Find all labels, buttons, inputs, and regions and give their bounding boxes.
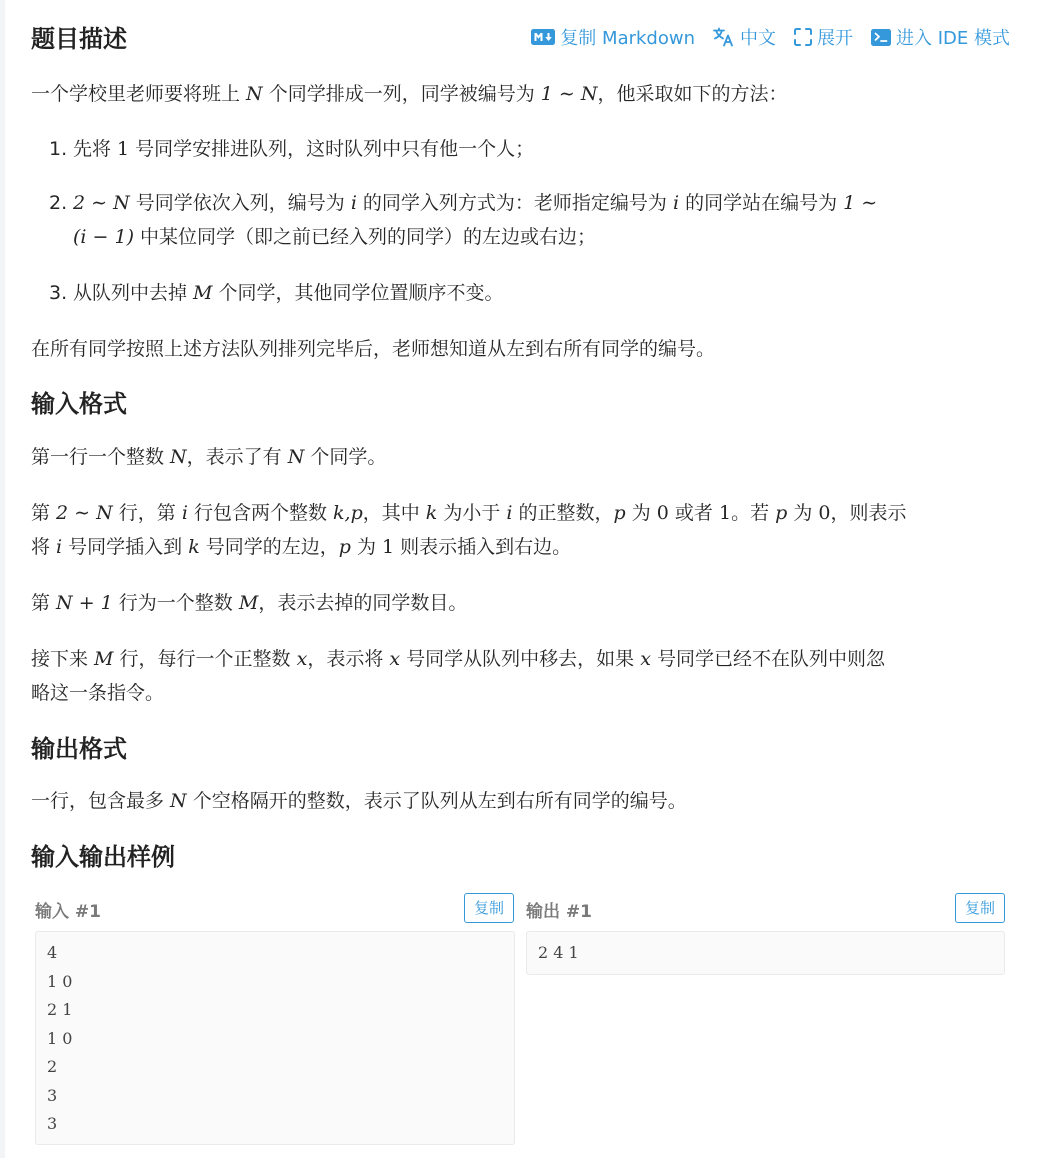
description-outro: 在所有同学按照上述方法队列排列完毕后，老师想知道从左到右所有同学的编号。 bbox=[31, 338, 716, 360]
text-segment: 个同学，其他同学位置顺序不变。 bbox=[212, 282, 504, 304]
math-M: M bbox=[238, 592, 259, 614]
text-segment: 行，第 bbox=[112, 502, 182, 524]
math-zero: 0 bbox=[656, 502, 669, 524]
math-one: 1 bbox=[382, 536, 395, 558]
math-p: p bbox=[775, 502, 788, 524]
text-segment: 略这一条指令。 bbox=[31, 682, 165, 704]
text-segment: 接下来 bbox=[31, 648, 95, 670]
list-number: 1. bbox=[49, 138, 68, 160]
input-format-p4 bbox=[31, 642, 1011, 710]
math-M: M bbox=[193, 282, 213, 304]
markdown-icon bbox=[531, 29, 555, 45]
language-button[interactable] bbox=[713, 24, 776, 50]
input-format-p3 bbox=[31, 586, 1011, 620]
text-segment: 一行，包含最多 bbox=[31, 790, 171, 812]
math-zero: 0 bbox=[818, 502, 831, 524]
sample-output-block[interactable]: 2 4 1 bbox=[526, 931, 1005, 975]
expand-label: 展开 bbox=[817, 28, 853, 49]
math-k: k bbox=[425, 502, 438, 524]
text-segment: 个空格隔开的整数，表示了队列从左到右所有同学的编号。 bbox=[186, 790, 687, 812]
text-segment: 号同学已经不在队列中则忽 bbox=[650, 648, 885, 670]
toolbar bbox=[531, 23, 1010, 51]
text-segment: 个同学排成一列，同学被编号为 bbox=[262, 83, 541, 105]
math-i: i bbox=[181, 502, 188, 524]
math-one: 1 bbox=[718, 502, 732, 524]
text-segment: 则表示插入到右边。 bbox=[394, 536, 572, 558]
ide-mode-label: 进入 IDE 模式 bbox=[896, 28, 1010, 49]
section-title-input: 输入格式 bbox=[31, 390, 127, 418]
math-x: x bbox=[640, 648, 651, 670]
math-N: N bbox=[170, 790, 187, 812]
text-segment: 号同学插入到 bbox=[62, 536, 189, 558]
math-M: M bbox=[94, 648, 114, 670]
expand-button[interactable] bbox=[794, 24, 853, 50]
copy-markdown-button[interactable] bbox=[531, 24, 695, 50]
text-segment: 为 bbox=[787, 502, 819, 524]
math-N: N bbox=[170, 446, 187, 468]
copy-input-button[interactable]: 复制 bbox=[464, 893, 514, 923]
math-k: k bbox=[188, 536, 200, 558]
expand-icon bbox=[794, 28, 812, 46]
text-segment: 一个学校里老师要将班上 bbox=[31, 83, 247, 105]
sample-input-label: 输入 #1 bbox=[35, 902, 101, 922]
text-segment: 从队列中去掉 bbox=[73, 282, 194, 304]
list-number: 3. bbox=[49, 282, 68, 304]
list-item bbox=[49, 132, 1009, 166]
text-segment: 第一行一个整数 bbox=[31, 446, 171, 468]
math-range: 2 ∼ N bbox=[56, 502, 113, 524]
text-segment: ，表示将 bbox=[307, 648, 390, 670]
language-label: 中文 bbox=[740, 28, 776, 49]
math-x: x bbox=[389, 648, 401, 670]
text-segment: ，其中 bbox=[362, 502, 426, 524]
text-segment: ，他采取如下的方法： bbox=[597, 83, 788, 105]
text-segment: 行，每行一个正整数 bbox=[113, 648, 297, 670]
text-segment: 第 bbox=[31, 592, 57, 614]
section-title-samples: 输入输出样例 bbox=[31, 843, 175, 871]
ide-mode-button[interactable] bbox=[871, 24, 1010, 50]
text-segment: 行为一个整数 bbox=[112, 592, 239, 614]
math-i: i bbox=[350, 192, 357, 214]
list-item bbox=[49, 186, 1009, 254]
math-range: 2 ∼ N bbox=[73, 192, 130, 214]
list-item bbox=[49, 276, 1009, 310]
text-segment: 的同学站在编号为 bbox=[679, 192, 844, 214]
text-segment: 号同学从队列中移去，如果 bbox=[400, 648, 641, 670]
math-k-p: k,p bbox=[333, 502, 363, 524]
math-i: i bbox=[56, 536, 63, 558]
copy-output-button[interactable]: 复制 bbox=[955, 893, 1005, 923]
math-i-minus-1: (i − 1) bbox=[73, 226, 134, 248]
math-x: x bbox=[296, 648, 308, 670]
text-segment: 将 bbox=[31, 536, 57, 558]
text-segment: 为 bbox=[625, 502, 657, 524]
text-segment: 。若 bbox=[731, 502, 776, 524]
text-segment: 先将 bbox=[73, 138, 118, 160]
text-segment: 号同学安排进队列，这时队列中只有他一个人； bbox=[129, 138, 535, 160]
terminal-icon bbox=[871, 29, 891, 46]
text-segment: ，则表示 bbox=[830, 502, 907, 524]
list-number: 2. bbox=[49, 192, 68, 214]
input-format-p2 bbox=[31, 496, 1011, 564]
text-segment: 中某位同学（即之前已经入列的同学）的左边或右边； bbox=[134, 226, 597, 248]
text-segment: 为小于 bbox=[437, 502, 507, 524]
section-title-output: 输出格式 bbox=[31, 735, 127, 763]
text-segment: ，表示去掉的同学数目。 bbox=[258, 592, 468, 614]
math-N: N bbox=[246, 83, 263, 105]
description-intro bbox=[31, 77, 1011, 111]
math-range: 1 ∼ bbox=[843, 192, 878, 214]
text-segment: 行包含两个整数 bbox=[187, 502, 334, 524]
output-format-p1 bbox=[31, 784, 1011, 818]
math-N-plus-1: N + 1 bbox=[56, 592, 113, 614]
text-segment: 的同学入列方式为：老师指定编号为 bbox=[356, 192, 673, 214]
translate-icon bbox=[713, 27, 735, 47]
text-segment: 第 bbox=[31, 502, 57, 524]
math-range: 1 ∼ N bbox=[540, 83, 598, 105]
text-segment: 的正整数， bbox=[512, 502, 614, 524]
sample-input-block[interactable]: 4 1 0 2 1 1 0 2 3 3 bbox=[35, 931, 515, 1145]
text-segment: 或者 bbox=[668, 502, 719, 524]
text-segment: 为 bbox=[350, 536, 383, 558]
math-i: i bbox=[672, 192, 680, 214]
sample-output-label: 输出 #1 bbox=[526, 902, 592, 922]
copy-markdown-label: 复制 Markdown bbox=[560, 28, 695, 49]
list-item-continuation bbox=[49, 220, 1009, 254]
math-p: p bbox=[338, 536, 351, 558]
section-title-description: 题目描述 bbox=[31, 25, 127, 53]
input-format-p1 bbox=[31, 440, 1011, 474]
text-segment: ，表示了有 bbox=[186, 446, 288, 468]
text-segment: 个同学。 bbox=[304, 446, 387, 468]
math-N: N bbox=[287, 446, 305, 468]
text-segment: 号同学的左边， bbox=[199, 536, 339, 558]
math-i: i bbox=[506, 502, 513, 524]
left-edge bbox=[0, 0, 5, 1158]
math-one: 1 bbox=[117, 138, 130, 160]
math-p: p bbox=[613, 502, 626, 524]
text-segment: 号同学依次入列，编号为 bbox=[129, 192, 351, 214]
